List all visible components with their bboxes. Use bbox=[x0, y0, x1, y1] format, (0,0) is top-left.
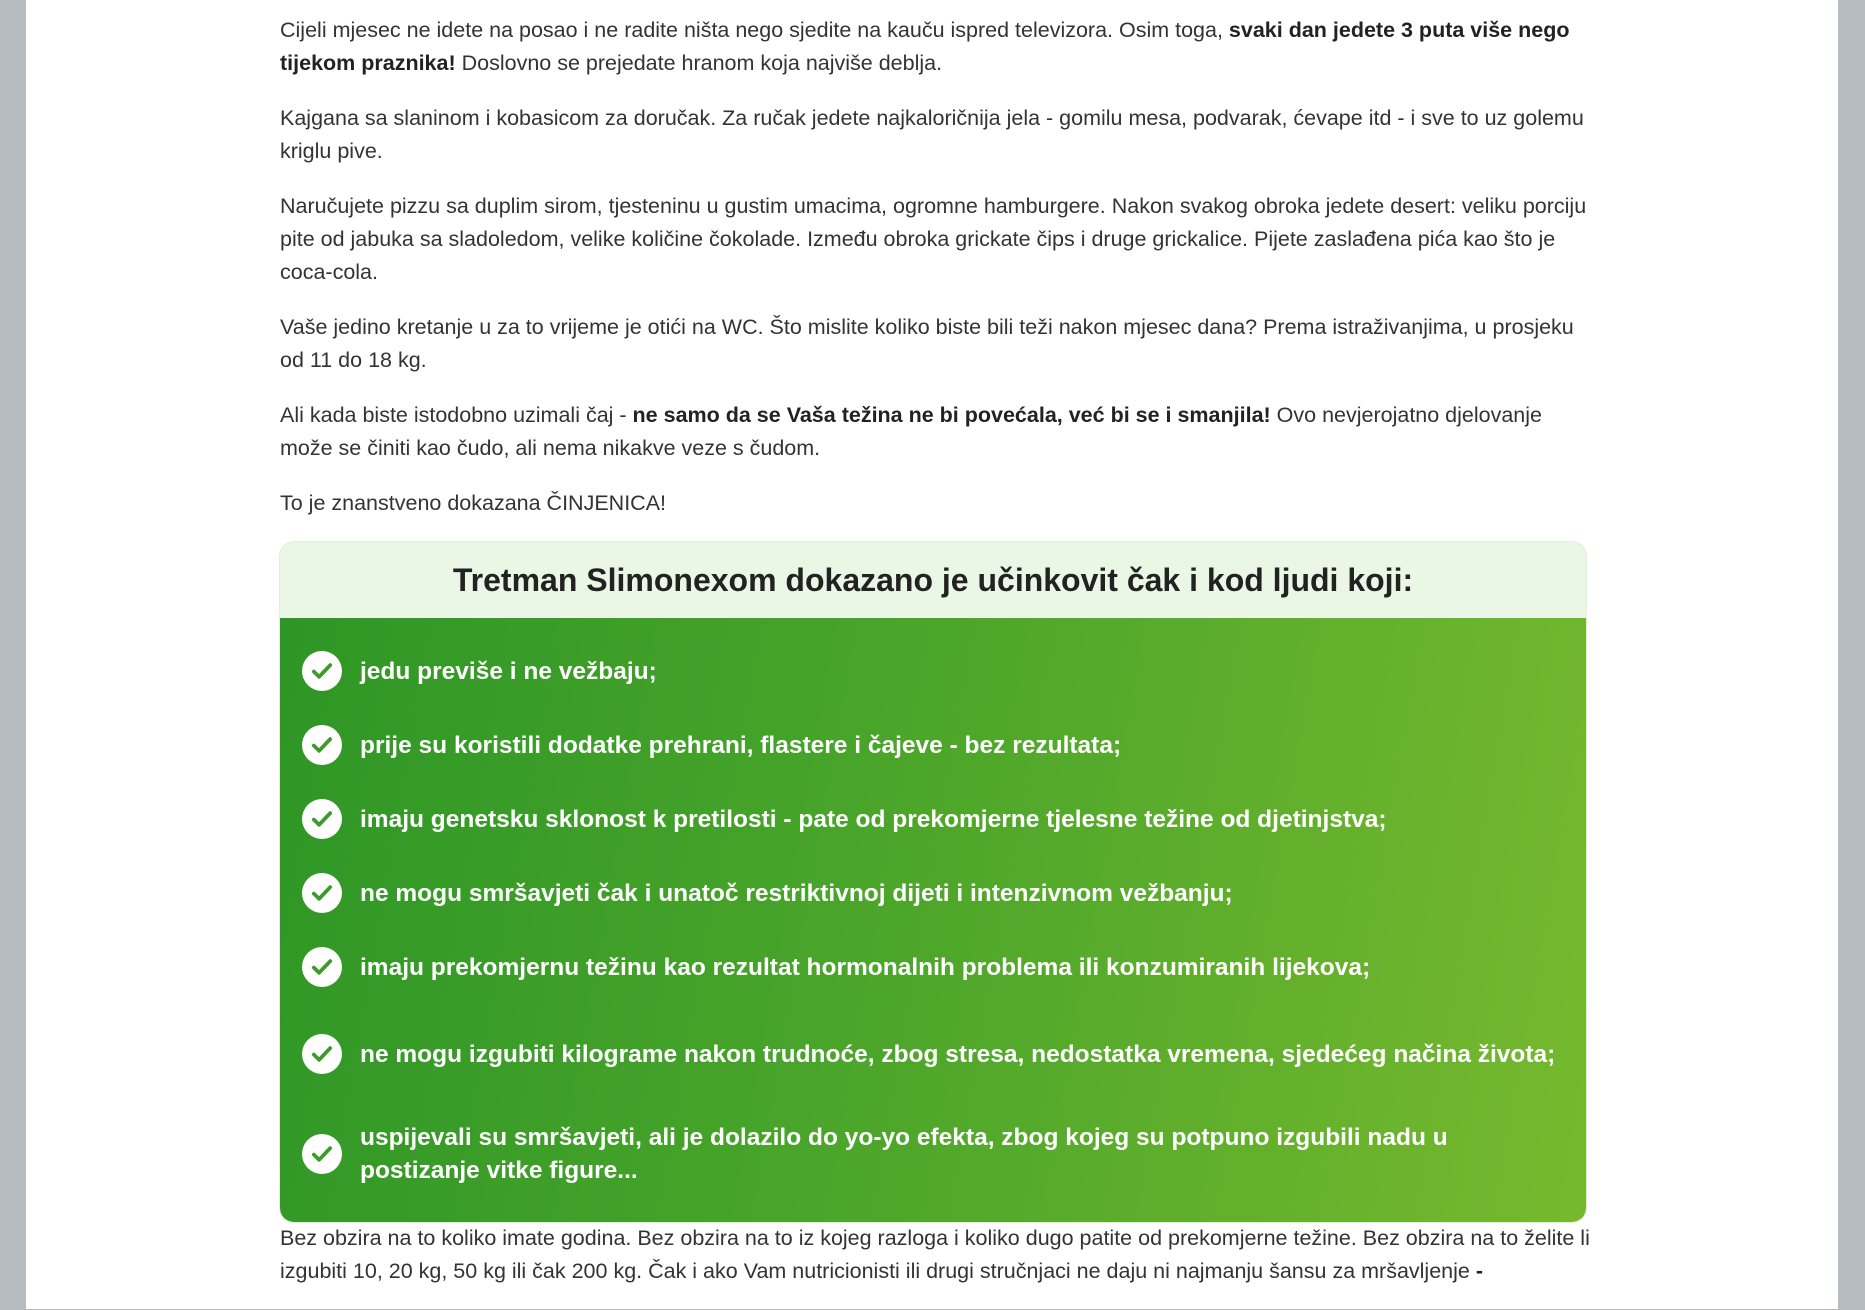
paragraph-4: Vaše jedino kretanje u za to vrijeme je otići na WC. Što mislite koliko biste bili teži nakon mjesec dana? Prema istraživanjima, u prosjeku od 11 do 18 kg. bbox=[280, 315, 1574, 372]
article-content bbox=[280, 14, 1600, 1310]
benefit-item-text: imaju genetsku sklonost k pretilosti - pate od prekomjerne tjelesne težine od djetinjstva; bbox=[360, 805, 1387, 833]
benefits-box-title: Tretman Slimonexom dokazano je učinkovit čak i kod ljudi koji: bbox=[280, 542, 1586, 618]
check-circle-icon bbox=[302, 725, 342, 765]
benefit-item bbox=[302, 1004, 1556, 1104]
page bbox=[26, 0, 1838, 1309]
paragraph-7-text: Bez obzira na to koliko imate godina. Bez obzira na to iz kojeg razloga i koliko dugo patite od prekomjerne težine. Bez obzira na to želite li izgubiti 10, 20 kg, 50 kg ili čak 200 kg. Čak i ako Vam nutricionisti ili drugi stručnjaci ne daju ni najmanju šansu za mršavljenje bbox=[280, 1226, 1590, 1283]
benefit-item-text: jedu previše i ne vežbaju; bbox=[360, 657, 657, 685]
paragraph-2: Kajgana sa slaninom i kobasicom za doručak. Za ručak jedete najkaloričnija jela - gomilu mesa, podvarak, ćevape itd - i sve to uz golemu kriglu pive. bbox=[280, 106, 1584, 163]
check-circle-icon bbox=[302, 1134, 342, 1174]
benefits-list bbox=[280, 618, 1586, 1222]
paragraph-1-text-end: Doslovno se prejedate hranom koja najviše deblja. bbox=[455, 51, 943, 75]
paragraph-7 bbox=[280, 1222, 1600, 1288]
benefits-box bbox=[280, 542, 1586, 1222]
check-circle-icon bbox=[302, 799, 342, 839]
benefit-item-text: ne mogu smršavjeti čak i unatoč restriktivnoj dijeti i intenzivnom vežbanju; bbox=[360, 879, 1233, 907]
benefit-item bbox=[302, 634, 1556, 708]
benefit-item-text: prije su koristili dodatke prehrani, flastere i čajeve - bez rezultata; bbox=[360, 731, 1122, 759]
paragraph-5-bold: ne samo da se Vaša težina ne bi povećala, već bi se i smanjila! bbox=[632, 403, 1271, 427]
paragraph-5-text-end: Ovo nevjerojatno djelovanje može se činiti kao čudo, ali nema nikakve veze s čudom. bbox=[280, 403, 1542, 460]
check-circle-icon bbox=[302, 947, 342, 987]
paragraph-1-bold: svaki dan jedete 3 puta više nego tijekom praznika! bbox=[280, 18, 1570, 75]
paragraph-5-text: Ali kada biste istodobno uzimali čaj - bbox=[280, 403, 633, 427]
paragraph-7-bold: - bbox=[1475, 1259, 1484, 1283]
benefit-item bbox=[302, 1104, 1556, 1204]
benefit-item-text: imaju prekomjernu težinu kao rezultat hormonalnih problema ili konzumiranih lijekova; bbox=[360, 953, 1371, 981]
benefit-item bbox=[302, 930, 1556, 1004]
paragraph-3: Naručujete pizzu sa duplim sirom, tjesteninu u gustim umacima, ogromne hamburgere. Nakon svakog obroka jedete desert: veliku porciju pite od jabuka sa sladoledom, velike količine čokolade. Između obroka grickate čips i druge grickalice. Pijete zaslađena pića kao što je coca-cola. bbox=[280, 194, 1587, 284]
paragraph-1 bbox=[280, 14, 1600, 80]
check-circle-icon bbox=[302, 651, 342, 691]
benefit-item bbox=[302, 856, 1556, 930]
check-circle-icon bbox=[302, 873, 342, 913]
benefit-item bbox=[302, 782, 1556, 856]
paragraph-5 bbox=[280, 399, 1600, 465]
benefit-item bbox=[302, 708, 1556, 782]
paragraph-6: To je znanstveno dokazana ČINJENICA! bbox=[280, 491, 667, 515]
check-circle-icon bbox=[302, 1034, 342, 1074]
paragraph-1-text: Cijeli mjesec ne idete na posao i ne radite ništa nego sjedite na kauču ispred televizora. Osim toga, bbox=[280, 18, 1229, 42]
benefit-item-text: ne mogu izgubiti kilograme nakon trudnoće, zbog stresa, nedostatka vremena, sjedećeg načina života; bbox=[360, 1040, 1556, 1068]
benefit-item-text: uspijevali su smršavjeti, ali je dolazilo do yo-yo efekta, zbog kojeg su potpuno izgubili nadu u postizanje vitke figure... bbox=[360, 1124, 1448, 1184]
